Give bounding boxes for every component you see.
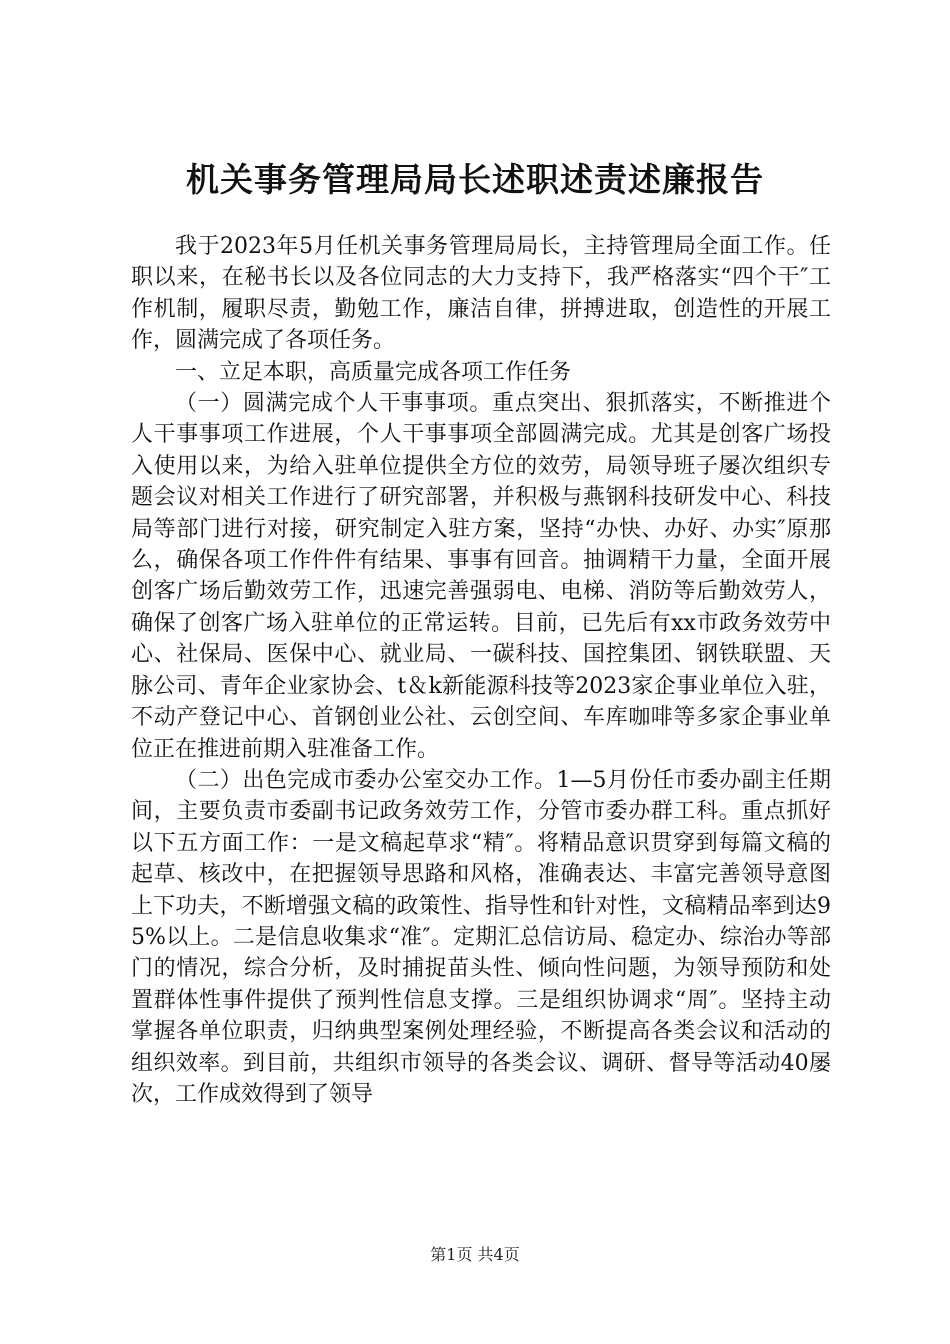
item-one-paragraph: （一）圆满完成个人干事事项。重点突出、狠抓落实，不断推进个人干事事项工作进展，个人干事事项全部圆满完成。尤其是创客广场投入使用以来，为给入驻单位提供全方位的效劳，局领导班子屡次组织专题会议对相关工作进行了研究部署，并积极与燕钢科技研发中心、科技局等部门进行对接，研究制定入驻方案，坚持“办快、办好、办实″原那么，确保各项工作件件有结果、事事有回音。抽调精干力量，全面开展创客广场后勤效劳工作，迅速完善强弱电、电梯、消防等后勤效劳人，确保了创客广场入驻单位的正常运转。目前，已先后有xx市政务效劳中心、社保局、医保中心、就业局、一碳科技、国控集团、钢铁联盟、天脉公司、青年企业家协会、t＆k新能源科技等2023家企事业单位入驻，不动产登记中心、首钢创业公社、云创空间、车库咖啡等多家企事业单位正在推进前期入驻准备工作。 <box>131 391 831 762</box>
item-two-paragraph: （二）出色完成市委办公室交办工作。1—5月份任市委办副主任期间，主要负责市委副书记政务效劳工作，分管市委办群工科。重点抓好以下五方面工作：一是文稿起草求“精″。将精品意识贯穿到每篇文稿的起草、核改中，在把握领导思路和风格，准确表达、丰富完善领导意图上下功夫，不断增强文稿的政策性、指导性和针对性，文稿精品率到达95%以上。二是信息收集求“准″。定期汇总信访局、稳定办、综治办等部门的情况，综合分析，及时捕捉苗头性、倾向性问题，为领导预防和处置群体性事件提供了预判性信息支撑。三是组织协调求“周″。坚持主动掌握各单位职责，归纳典型案例处理经验，不断提高各类会议和活动的组织效率。到目前，共组织市领导的各类会议、调研、督导等活动40屡次，工作成效得到了领导 <box>131 767 831 1107</box>
document-title: 机关事务管理局局长述职述责述廉报告 <box>186 160 764 199</box>
section-heading: 一、立足本职，高质量完成各项工作任务 <box>175 359 572 385</box>
intro-paragraph: 我于2023年5月任机关事务管理局局长，主持管理局全面工作。任职以来，在秘书长以及各位同志的大力支持下，我严格落实“四个干″工作机制，履职尽责，勤勉工作，廉洁自律，拼搏进取，创造性的开展工作，圆满完成了各项任务。 <box>131 234 831 354</box>
page-number-footer: 第1页 共4页 <box>430 1245 520 1264</box>
document-body <box>131 231 831 1110</box>
